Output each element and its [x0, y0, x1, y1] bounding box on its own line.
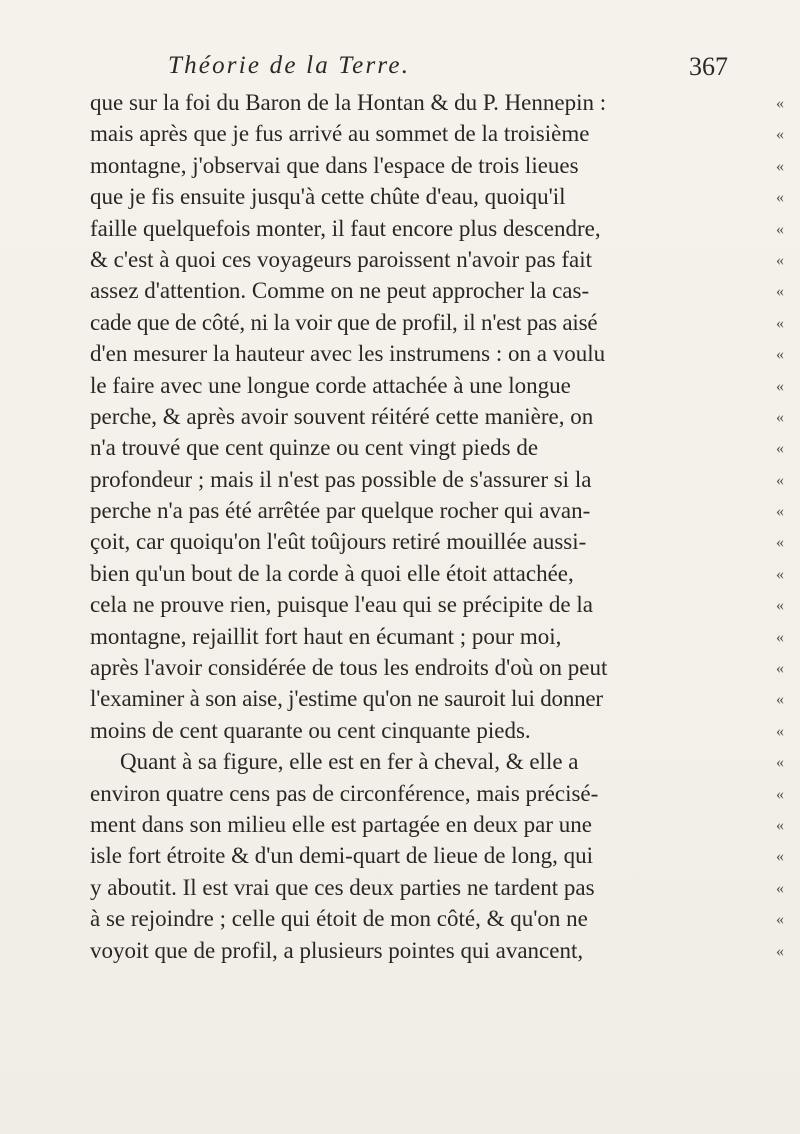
- text-line: [90, 432, 784, 463]
- line-text: moins de cent quarante ou cent cinquante pieds.: [90, 717, 531, 743]
- text-line: [90, 683, 784, 714]
- text-line: [90, 778, 784, 809]
- quote-mark: «: [776, 534, 784, 552]
- text-line: [90, 715, 784, 746]
- quote-mark: «: [776, 911, 784, 929]
- quote-mark: «: [776, 848, 784, 866]
- line-text: mais après que je fus arrivé au sommet de la troisième: [90, 121, 590, 147]
- line-text: environ quatre cens pas de circonférence, mais précisé-: [90, 780, 599, 806]
- text-line: [90, 275, 784, 306]
- text-line: [90, 464, 784, 495]
- running-title: Théorie de la Terre.: [168, 52, 411, 79]
- quote-mark: «: [776, 879, 784, 897]
- quote-mark: «: [776, 157, 784, 175]
- quote-mark: «: [776, 660, 784, 678]
- quote-mark: «: [776, 597, 784, 615]
- text-line: [90, 840, 784, 871]
- line-text: que sur la foi du Baron de la Hontan & du P. Hennepin :: [90, 90, 607, 115]
- text-line: [90, 87, 784, 118]
- quote-mark: «: [776, 189, 784, 207]
- line-text: que je fis ensuite jusqu'à cette chûte d'eau, quoiqu'il: [90, 184, 566, 210]
- quote-mark: «: [776, 314, 784, 332]
- quote-mark: «: [776, 251, 784, 269]
- line-text: y aboutit. Il est vrai que ces deux parties ne tardent pas: [90, 874, 595, 900]
- line-text: cade que de côté, ni la voir que de profil, il n'est pas aisé: [90, 309, 598, 335]
- quote-mark: «: [776, 377, 784, 395]
- text-line: [90, 589, 784, 620]
- line-text: bien qu'un bout de la corde à quoi elle étoit attachée,: [90, 560, 574, 586]
- text-line: [90, 244, 784, 275]
- quote-mark: «: [776, 942, 784, 960]
- quote-mark: «: [776, 283, 784, 301]
- text-line: [90, 558, 784, 589]
- text-line: [90, 746, 784, 777]
- text-line: [90, 307, 784, 338]
- quote-mark: «: [776, 95, 784, 112]
- quote-mark: «: [776, 565, 784, 583]
- text-line: [90, 872, 784, 903]
- line-text: perche, & après avoir souvent réitéré cette manière, on: [90, 403, 594, 429]
- page-number: 367: [689, 52, 728, 81]
- quote-mark: «: [776, 754, 784, 772]
- line-text: profondeur ; mais il n'est pas possible de s'assurer si la: [90, 466, 592, 492]
- quote-mark: «: [776, 440, 784, 458]
- text-line: [90, 338, 784, 369]
- text-line: [90, 118, 784, 149]
- quote-mark: «: [776, 785, 784, 803]
- line-text: l'examiner à son aise, j'estime qu'on ne sauroit lui donner: [90, 686, 603, 712]
- text-line: [90, 150, 784, 181]
- text-line: [90, 213, 784, 244]
- line-text: à se rejoindre ; celle qui étoit de mon côté, & qu'on ne: [90, 906, 588, 932]
- text-line: [90, 401, 784, 432]
- quote-mark: «: [776, 220, 784, 238]
- line-text: perche n'a pas été arrêtée par quelque rocher qui avan-: [90, 498, 591, 524]
- quote-mark: «: [776, 471, 784, 489]
- line-text: le faire avec une longue corde attachée à une longue: [90, 372, 571, 398]
- body-text: [90, 87, 784, 966]
- text-line: [90, 621, 784, 652]
- line-text: isle fort étroite & d'un demi-quart de lieue de long, qui: [90, 843, 593, 869]
- text-line: [90, 903, 784, 934]
- page-header: [168, 52, 728, 92]
- line-text: faille quelquefois monter, il faut encore plus descendre,: [90, 215, 601, 241]
- line-text: n'a trouvé que cent quinze ou cent vingt pieds de: [90, 435, 539, 461]
- line-text: & c'est à quoi ces voyageurs paroissent n'avoir pas fait: [90, 246, 593, 272]
- quote-mark: «: [776, 126, 784, 144]
- line-text: çoit, car quoiqu'on l'eût toûjours retiré mouillée aussi-: [90, 529, 587, 555]
- text-line: [90, 809, 784, 840]
- line-text: assez d'attention. Comme on ne peut approcher la cas-: [90, 278, 590, 304]
- text-line: [90, 935, 784, 966]
- quote-mark: «: [776, 722, 784, 740]
- line-text: ment dans son milieu elle est partagée en deux par une: [90, 811, 592, 837]
- line-text: Quant à sa figure, elle est en fer à cheval, & elle a: [120, 749, 579, 775]
- line-text: montagne, rejaillit fort haut en écumant ; pour moi,: [90, 623, 562, 649]
- quote-mark: «: [776, 816, 784, 834]
- text-line: [90, 652, 784, 683]
- quote-mark: «: [776, 408, 784, 426]
- quote-mark: «: [776, 503, 784, 521]
- text-line: [90, 526, 784, 557]
- text-line: [90, 370, 784, 401]
- line-text: voyoit que de profil, a plusieurs pointes qui avancent,: [90, 937, 584, 963]
- quote-mark: «: [776, 691, 784, 709]
- line-text: d'en mesurer la hauteur avec les instrumens : on a voulu: [90, 341, 606, 367]
- text-line: [90, 495, 784, 526]
- text-line: [90, 181, 784, 212]
- line-text: montagne, j'observai que dans l'espace de trois lieues: [90, 152, 579, 178]
- quote-mark: «: [776, 346, 784, 364]
- line-text: après l'avoir considérée de tous les endroits d'où on peut: [90, 655, 608, 681]
- line-text: cela ne prouve rien, puisque l'eau qui se précipite de la: [90, 592, 593, 618]
- quote-mark: «: [776, 628, 784, 646]
